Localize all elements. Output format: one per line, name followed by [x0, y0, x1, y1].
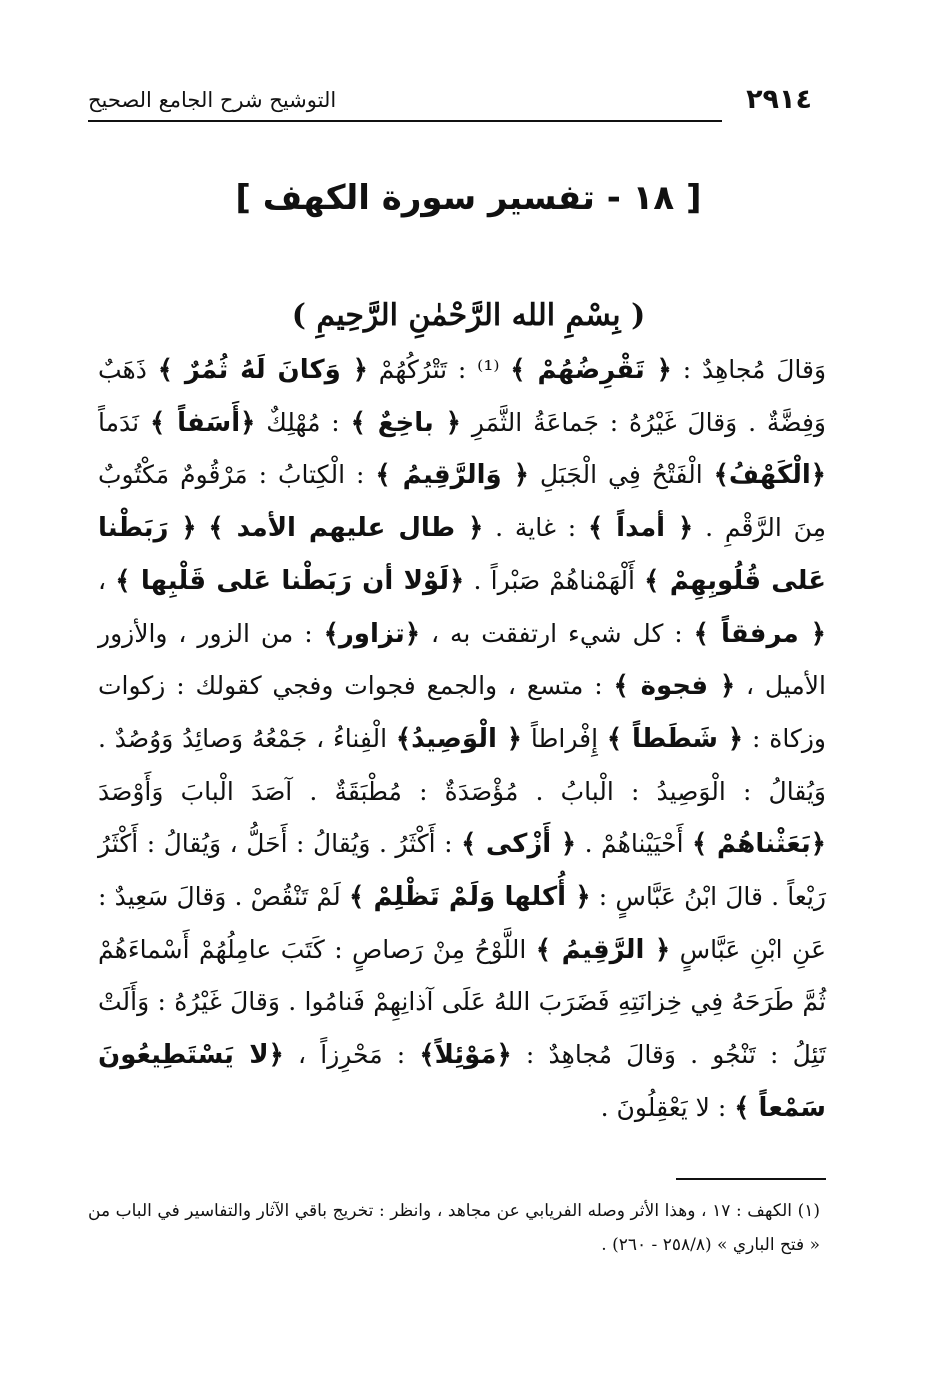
- footnote-divider: [676, 1178, 826, 1180]
- text-segment: إِفْراطاً: [522, 723, 607, 753]
- quran-quote: ﴿الْكَهْفُ﴾: [713, 460, 827, 491]
- text-segment: وَقالَ مُجاهِدٌ :: [671, 355, 827, 384]
- quran-quote: ﴿ باخِعٌ ﴾: [350, 407, 462, 438]
- chapter-title: [ ١٨ - تفسير سورة الكهف ]: [235, 178, 702, 218]
- text-segment: ذَهَبٌ وَفِضَّةٌ . وَقالَ غَيْرُهُ : جَماعَةُ الثَّمَرِ: [98, 355, 826, 437]
- page-number: ٢٩١٤: [746, 84, 812, 115]
- quran-quote: ﴿مَوْئِلاً﴾: [419, 1040, 512, 1071]
- quran-quote: ﴿بَعَثْناهُمْ ﴾: [692, 829, 826, 860]
- quran-quote: ﴿ فجوة ﴾: [613, 671, 736, 702]
- text-segment: : غاية .: [483, 513, 588, 543]
- text-segment: ،: [98, 565, 116, 595]
- text-segment: أَحْيَيْناهُمْ .: [576, 829, 693, 859]
- text-segment: : مَحْرِزاً ،: [283, 1040, 420, 1070]
- text-segment: ⁽¹⁾ : تَتْرُكُهُمْ: [367, 355, 511, 384]
- quran-quote: ﴿ أَزْكى ﴾: [461, 829, 577, 860]
- text-segment: لَمْ تَنْقُصْ . وَقالَ سَعِيدٌ : عَنِ ابْنِ عَبَّاسٍ: [98, 882, 826, 964]
- text-segment: : من الزور ، والأزور الأميل ،: [98, 618, 826, 701]
- basmala: ( بِسْمِ الله الرَّحْمٰنِ الرَّحِيمِ ): [291, 298, 646, 333]
- quran-quote: ﴿ أمداً ﴾: [588, 513, 694, 544]
- quran-quote: ﴿ وَكانَ لَهُ ثُمُرٌ ﴾: [157, 355, 368, 385]
- running-title: التوشيح شرح الجامع الصحيح: [88, 88, 337, 112]
- text-segment: الْفِناءُ ، جَمْعُهُ وَصائِدُ وَوُصُدٌ . وَيُقالُ : الْوَصِيدُ : الْبابُ . مُؤْصَدَةٌ : مُطْبَقَةٌ . آصَدَ الْبابَ وَأَوْصَدَ: [98, 723, 826, 806]
- quran-quote: ﴿أَسَفاً ﴾: [149, 407, 256, 438]
- text-segment: : الْكِتابُ : مَرْقُومٌ مَكْتُوبٌ مِنَ الرَّقْمِ .: [98, 460, 827, 543]
- text-segment: : متسع ، والجمع فجوات وفجي كقولك : زكوات وزكاة :: [98, 671, 826, 753]
- text-segment: : مُهْلِكٌ: [255, 407, 351, 437]
- text-segment: : أَكْثَرُ . وَيُقالُ : أَحَلُّ ، وَيُقالُ : أَكْثَرُ رَيْعاً . قالَ ابْنُ عَبَّاسٍ :: [98, 829, 826, 912]
- quran-quote: ﴿ شَطَطاً ﴾: [606, 723, 744, 754]
- footnote: (١) الكهف : ١٧ ، وهذا الأثر وصله الفريابي عن مجاهد ، وانظر : تخريج باقي الآثار والتفاسير في الباب من « فتح الباري » (٢٥٨/٨ - ٢٦٠) .: [88, 1201, 821, 1255]
- body-text: [98, 344, 826, 1135]
- quran-quote: ﴿ الرَّقِيمُ ﴾: [535, 934, 671, 965]
- text-segment: اللَّوْحُ مِنْ رَصاصٍ : كَتَبَ عامِلُهُمْ أَسْماءَهُمْ ثُمَّ طَرَحَهُ فِي خِزانَتِهِ فَضَرَبَ اللهُ عَلَى آذانِهِمْ فَنامُوا . وَقالَ غَيْرُهُ : وَأَلَتْ تَئِلُ : تَنْجُو . وَقالَ مُجاهِدٌ :: [98, 934, 827, 1070]
- text-segment: : لا يَعْقِلُونَ .: [600, 1092, 735, 1122]
- header-divider: [88, 120, 722, 122]
- text-segment: نَدَماً: [98, 407, 150, 437]
- quran-quote: ﴿ رَبَطْنا عَلى قُلُوبِهِمْ ﴾: [98, 513, 826, 596]
- text-segment: : كل شيء ارتفقت به ،: [420, 618, 694, 648]
- quran-quote: ﴿ طال عليهم الأمد ﴾: [208, 513, 484, 544]
- quran-quote: ﴿ تَقْرِضُهُمْ ﴾: [510, 355, 672, 385]
- quran-quote: ﴿ الْوَصِيدُ﴾: [395, 723, 523, 754]
- page-header: [88, 84, 812, 124]
- quran-quote: ﴿لا يَسْتَطِيعُونَ سَمْعاً ﴾: [98, 1040, 826, 1123]
- quran-quote: ﴿ وَالرَّقِيمُ ﴾: [375, 460, 529, 491]
- quran-quote: ﴿تزاور﴾: [323, 618, 421, 649]
- quran-quote: ﴿ أُكلها وَلَمْ تَظْلِمْ ﴾: [348, 882, 591, 913]
- text-segment: أَلْهَمْناهُمْ صَبْراً .: [464, 565, 645, 595]
- quran-quote: ﴿لَوْلا أن رَبَطْنا عَلى قَلْبِها ﴾: [115, 565, 465, 596]
- quran-quote: ﴿ مرفقاً ﴾: [693, 618, 826, 649]
- text-segment: الْفَتْحُ فِي الْجَبَلِ: [528, 460, 714, 490]
- text-segment: [197, 513, 209, 542]
